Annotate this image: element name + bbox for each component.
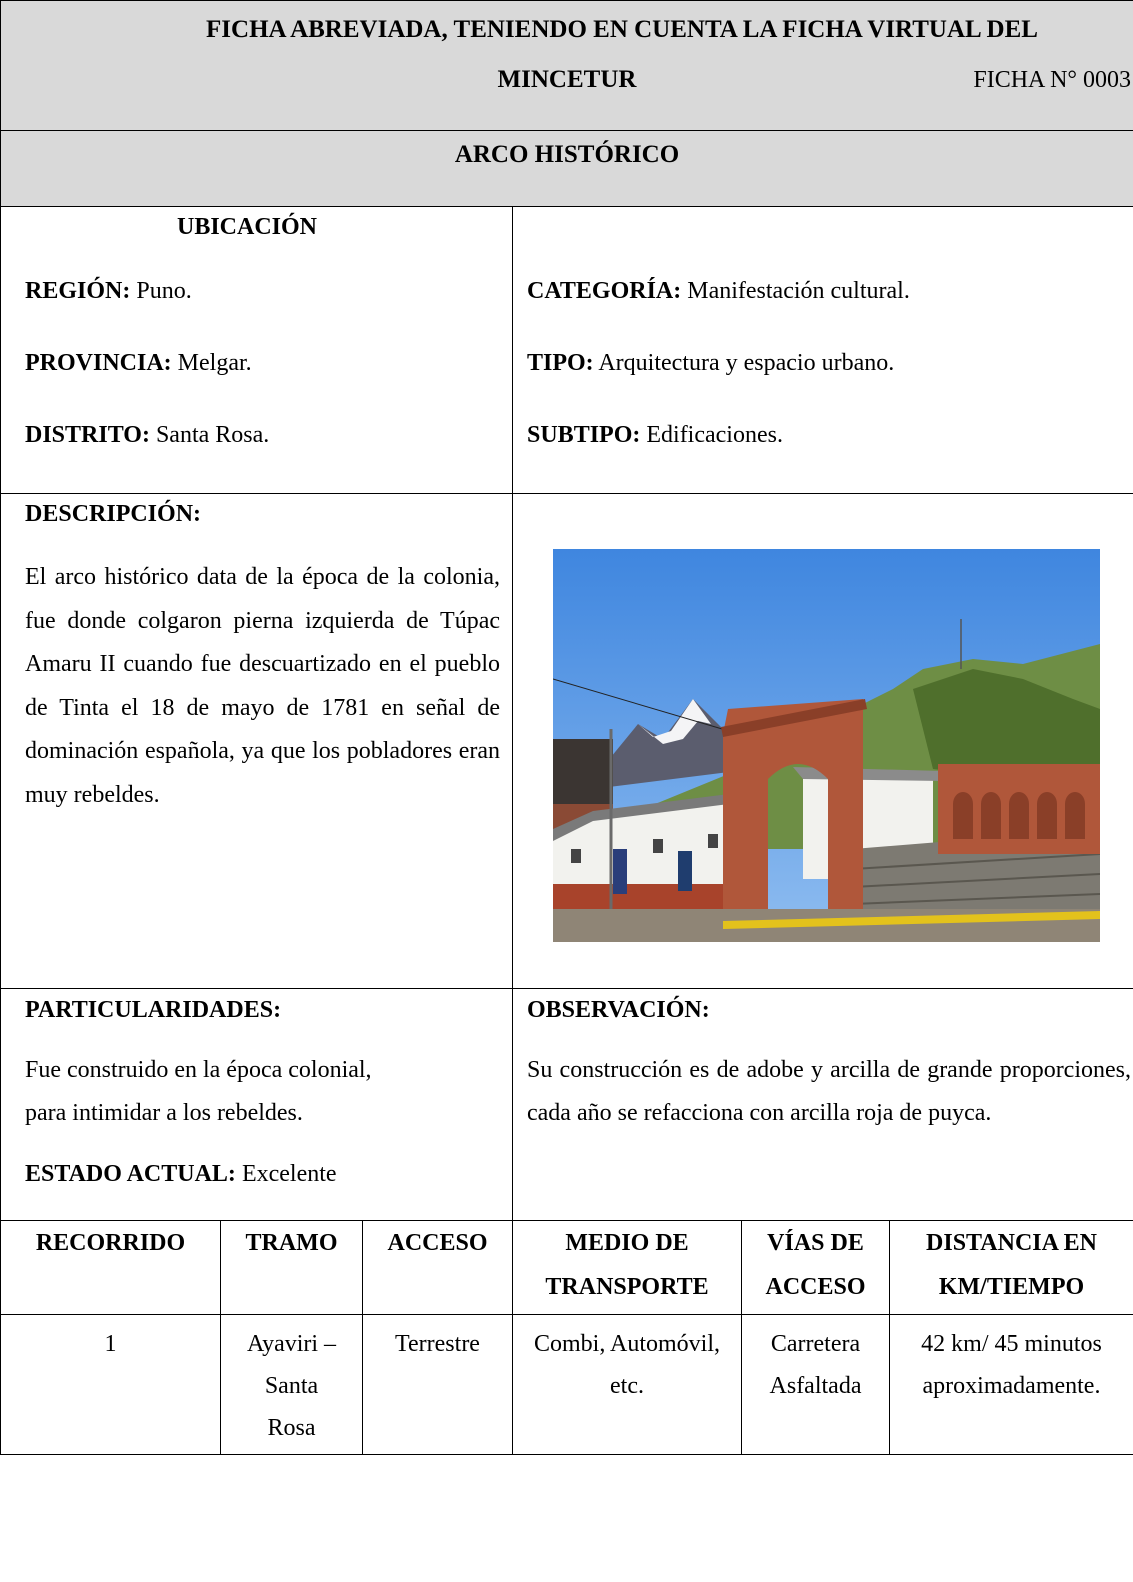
- categoria-label: CATEGORÍA:: [527, 278, 682, 304]
- ficha-number: FICHA N° 0003: [973, 67, 1131, 93]
- region-line: [25, 267, 506, 315]
- building-door-2: [678, 851, 692, 891]
- region-label: REGIÓN:: [25, 278, 131, 304]
- observacion-cell: [513, 989, 1133, 1221]
- particularidades-cell: [1, 989, 513, 1221]
- region-value: Puno.: [130, 278, 192, 304]
- subtipo-value: Edificaciones.: [640, 422, 783, 448]
- tipo-label: TIPO:: [527, 350, 594, 376]
- distancia-value: 42 km/ 45 minutos aproximadamente.: [890, 1315, 1133, 1455]
- title-line-1: FICHA ABREVIADA, TENIENDO EN CUENTA LA FICHA VIRTUAL DEL: [206, 16, 1038, 43]
- observacion-heading: OBSERVACIÓN:: [527, 997, 710, 1023]
- recorrido-header: RECORRIDO: [1, 1221, 221, 1315]
- resource-name: ARCO HISTÓRICO: [454, 141, 680, 168]
- tipo-line: [527, 339, 1127, 387]
- provincia-value: Melgar.: [171, 350, 252, 376]
- tramo-value: Ayaviri – Santa Rosa: [221, 1315, 363, 1455]
- acceso-value: Terrestre: [363, 1315, 513, 1455]
- descripcion-cell: [1, 494, 513, 989]
- descripcion-heading: DESCRIPCIÓN:: [25, 501, 202, 527]
- resource-name-cell: [1, 131, 1133, 207]
- distancia-header: DISTANCIA EN KM/TIEMPO: [890, 1221, 1133, 1315]
- tipo-value: Arquitectura y espacio urbano.: [593, 350, 895, 376]
- medio-transporte-value: Combi, Automóvil, etc.: [513, 1315, 742, 1455]
- distrito-value: Santa Rosa.: [149, 422, 270, 448]
- arco-historico-photo: [553, 549, 1100, 942]
- provincia-label: PROVINCIA:: [25, 350, 172, 376]
- vias-acceso-header: VÍAS DE ACCESO: [742, 1221, 890, 1315]
- building-window: [571, 849, 581, 863]
- particularidades-heading: PARTICULARIDADES:: [25, 997, 282, 1023]
- recorrido-value: 1: [1, 1315, 221, 1455]
- ubicacion-heading: UBICACIÓN: [177, 214, 318, 240]
- estado-line: [25, 1153, 506, 1196]
- title-line-2: MINCETUR: [497, 66, 637, 93]
- descripcion-text: El arco histórico data de la época de la colonia, fue donde colgaron pierna izquierda de Túpac Amaru II cuando fue descuartizado en el pueblo de Tinta el 18 de mayo de 1781 en señal de dominación española, ya que los pobladores eran muy rebeldes.: [25, 564, 500, 808]
- clasificacion-cell: [513, 207, 1133, 494]
- building-door: [613, 849, 627, 894]
- estado-value: Excelente: [235, 1161, 337, 1187]
- estado-label: ESTADO ACTUAL:: [25, 1161, 236, 1187]
- building-window-3: [708, 834, 718, 848]
- particularidades-line-1: Fue construido en la época colonial,: [25, 1057, 372, 1083]
- categoria-value: Manifestación cultural.: [681, 278, 910, 304]
- acceso-header: ACCESO: [363, 1221, 513, 1315]
- provincia-line: [25, 339, 506, 387]
- tramo-header: TRAMO: [221, 1221, 363, 1315]
- photo-cell: [513, 494, 1133, 989]
- distrito-line: [25, 411, 506, 459]
- title-header-cell: [1, 1, 1133, 131]
- subtipo-line: [527, 411, 1127, 459]
- ubicacion-cell: [1, 207, 513, 494]
- categoria-line: [527, 267, 1127, 315]
- subtipo-label: SUBTIPO:: [527, 422, 641, 448]
- left-building: [553, 739, 613, 809]
- building-window-2: [653, 839, 663, 853]
- observacion-text: Su construcción es de adobe y arcilla de grande proporciones, cada año se refacciona con arcilla roja de puyca.: [527, 1057, 1131, 1126]
- vias-acceso-value: Carretera Asfaltada: [742, 1315, 890, 1455]
- distrito-label: DISTRITO:: [25, 422, 150, 448]
- particularidades-line-2: para intimidar a los rebeldes.: [25, 1100, 303, 1126]
- medio-transporte-header: MEDIO DE TRANSPORTE: [513, 1221, 742, 1315]
